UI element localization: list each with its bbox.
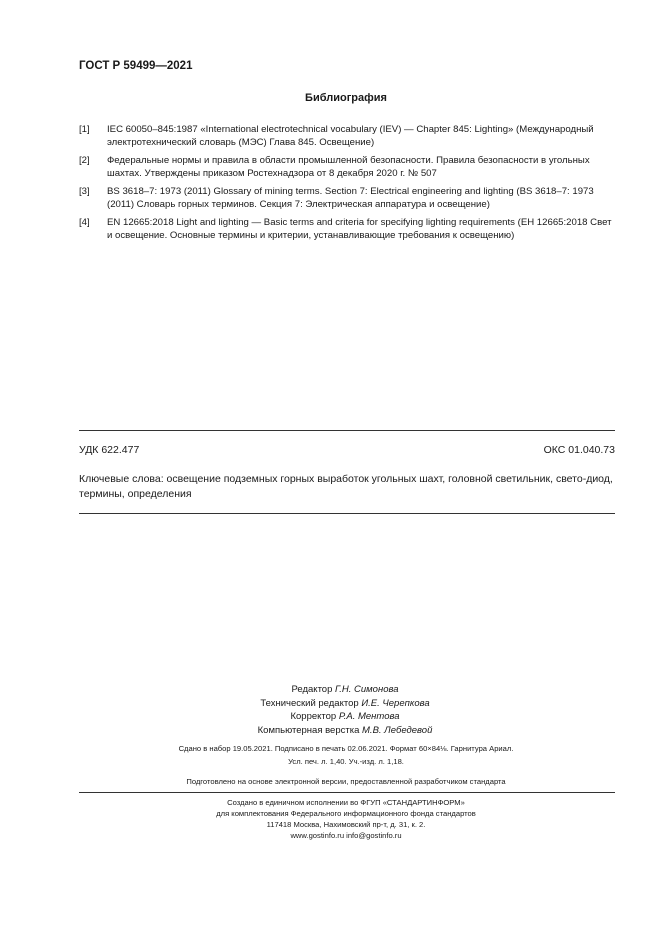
publisher-contacts: www.gostinfo.ru info@gostinfo.ru — [290, 831, 402, 840]
divider-top — [79, 430, 615, 431]
publisher-line2: для комплектования Федерального информационного фонда стандартов — [216, 809, 476, 818]
keywords: Ключевые слова: освещение подземных горных выработок угольных шахт, головной светильник, свето-диод, термины, определения — [79, 473, 613, 500]
credit-role: Компьютерная верстка — [257, 724, 360, 736]
credit-line — [190, 724, 500, 738]
print-info-line2: Усл. печ. л. 1,40. Уч.-изд. л. 1,18. — [288, 757, 404, 766]
credit-name: Г.Н. Симонова — [335, 684, 399, 695]
bibliography-entry — [79, 154, 615, 180]
publisher-line1: Создано в единичном исполнении во ФГУП «СТАНДАРТИНФОРМ» — [227, 798, 465, 807]
bibliography-list — [79, 123, 615, 247]
entry-number: [1] — [79, 124, 90, 135]
credit-line — [190, 697, 500, 711]
oks-code: ОКС 01.040.73 — [543, 444, 615, 456]
section-title: Библиография — [305, 92, 387, 104]
bibliography-entry — [79, 216, 615, 242]
entry-number: [4] — [79, 217, 90, 228]
credit-role: Редактор — [291, 684, 333, 695]
entry-text: BS 3618–7: 1973 (2011) Glossary of mining terms. Section 7: Electrical engineering and lighting (BS 3618–7: 1973 (2011) Словарь горных терминов. Секция 7: Электрическая аппаратура и освещение) — [107, 186, 594, 210]
credit-name: Р.А. Ментова — [338, 711, 400, 722]
standard-number: ГОСТ Р 59499—2021 — [79, 60, 193, 72]
divider-publisher — [79, 792, 615, 793]
credit-line — [190, 710, 500, 724]
divider-keywords — [79, 513, 615, 514]
bibliography-entry — [79, 123, 615, 149]
credit-name: И.Е. Черепкова — [361, 697, 430, 709]
credits-block — [190, 683, 500, 737]
credit-role: Технический редактор — [260, 697, 359, 709]
udk-code: УДК 622.477 — [79, 444, 140, 456]
entry-number: [3] — [79, 186, 90, 197]
entry-text: Федеральные нормы и правила в области промышленной безопасности. Правила безопасности в угольных шахтах. Утверждены приказом Ростехнадзора от 8 декабря 2020 г. № 507 — [107, 155, 590, 179]
print-info-line1: Сдано в набор 19.05.2021. Подписано в печать 02.06.2021. Формат 60×84⅛. Гарнитура Ариал. — [178, 744, 514, 753]
credit-name: М.В. Лебедевой — [362, 724, 433, 736]
entry-number: [2] — [79, 155, 90, 166]
credit-line — [190, 683, 500, 697]
entry-text: IEC 60050–845:1987 «International electrotechnical vocabulary (IEV) — Chapter 845: Lighting» (Международный электротехнический словарь (МЭС) Глава 845. Освещение) — [107, 124, 594, 148]
credit-role: Корректор — [290, 711, 337, 722]
prepared-note: Подготовлено на основе электронной версии, предоставленной разработчиком стандарта — [186, 777, 506, 786]
entry-text: EN 12665:2018 Light and lighting — Basic terms and criteria for specifying lighting requirements (ЕН 12665:2018 Свет и освещение. Основные термины и критерии, устанавливающие требования к освещению) — [107, 217, 612, 241]
bibliography-entry — [79, 185, 615, 211]
publisher-address: 117418 Москва, Нахимовский пр-т, д. 31, к. 2. — [266, 820, 426, 829]
